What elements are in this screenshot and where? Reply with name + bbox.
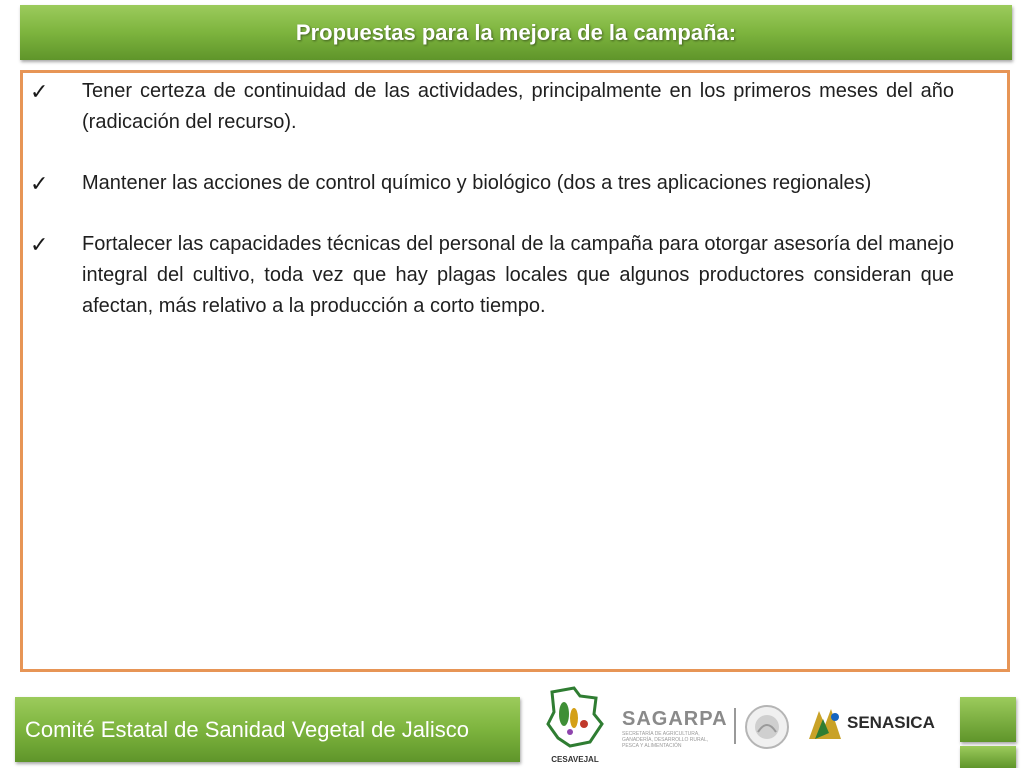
check-icon: ✓: [30, 79, 49, 104]
national-seal-logo: [744, 704, 790, 750]
check-icon: ✓: [30, 171, 49, 196]
footer-bar: [15, 697, 520, 762]
senasica-logo: SENASICA: [805, 703, 953, 753]
slide-title: Propuestas para la mejora de la campaña:: [295, 19, 737, 45]
corner-decoration: [960, 746, 1016, 768]
sagarpa-logo: SAGARPA SECRETARÍA DE AGRICULTURA, GANADERÍA, DESARROLLO RURAL, PESCA Y ALIMENTACIÓN: [622, 708, 728, 749]
check-icon: ✓: [30, 232, 49, 257]
slide-title-bar: [20, 5, 1012, 60]
list-item: ✓ Mantener las acciones de control químico y biológico (dos a tres aplicaciones regionales): [30, 168, 954, 199]
footer-label: Comité Estatal de Sanidad Vegetal de Jalisco: [25, 716, 469, 742]
list-item: ✓ Tener certeza de continuidad de las actividades, principalmente en los primeros meses del año (radicación del recurso).: [30, 76, 954, 138]
logo-divider: [734, 708, 736, 744]
cesavejal-logo: CESAVEJAL: [540, 684, 610, 764]
list-item: ✓ Fortalecer las capacidades técnicas del personal de la campaña para otorgar asesoría del manejo integral del cultivo, toda vez que hay plagas locales que algunos productores consideran que afectan, más relativo a la producción a corto tiempo.: [30, 229, 954, 322]
bullet-list: [30, 76, 954, 352]
corner-decoration: [960, 697, 1016, 742]
